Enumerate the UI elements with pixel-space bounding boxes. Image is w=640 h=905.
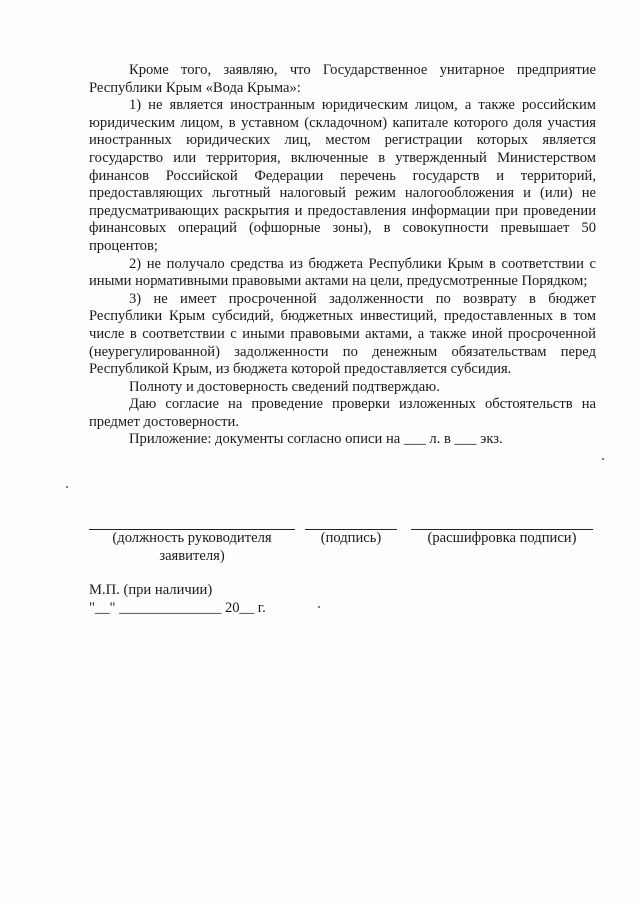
clause-1-paragraph: 1) не является иностранным юридическим лицом, а также российским юридическим лицом, в уставном (складочном) капитале которого доля участия иностранных юридических лиц, местом регистрации которых является государство или территория, включенные в утвержденный Министерством финансов Российской Федерации перечень государств и территорий, предоставляющих льготный налоговый режим налогообложения и (или) не предусматривающих раскрытия и предоставления информации при проведении финансовых операций (офшорные зоны), в совокупности превышает 50 процентов; bbox=[89, 97, 596, 254]
stamp-placeholder: М.П. (при наличии) bbox=[89, 582, 213, 598]
decode-label: (расшифровка подписи) bbox=[427, 530, 577, 546]
clause-2-paragraph: 2) не получало средства из бюджета Республики Крым в соответствии с иными нормативными правовыми актами на цели, предусмотренные Порядком; bbox=[89, 255, 596, 290]
scan-speck bbox=[318, 606, 320, 608]
signature-block bbox=[0, 520, 640, 580]
attachment-paragraph: Приложение: документы согласно описи на ___ л. в ___ экз. bbox=[129, 431, 503, 448]
intro-paragraph: Кроме того, заявляю, что Государственное унитарное предприятие Республики Крым «Вода Крыма»: bbox=[89, 62, 596, 96]
clause-3-paragraph: 3) не имеет просроченной задолженности по возврату в бюджет Республики Крым субсидий, бюджетных инвестиций, предоставленных в том числе в соответствии с иными правовыми актами, а также иной просроченной (неурегулированной) задолженности по денежным обязательствам перед Республикой Крым, из бюджета которой предоставляется субсидия. bbox=[89, 290, 596, 378]
date-line: "__" ______________ 20__ г. bbox=[89, 600, 266, 616]
scan-speck bbox=[66, 486, 68, 488]
position-label: (должность руководителя заявителя) bbox=[112, 530, 272, 564]
document-body bbox=[89, 62, 596, 449]
consent-paragraph: Даю согласие на проведение проверки изложенных обстоятельств на предмет достоверности. bbox=[89, 396, 596, 430]
scan-speck bbox=[602, 458, 604, 460]
confirmation-paragraph: Полноту и достоверность сведений подтверждаю. bbox=[129, 378, 440, 395]
signature-label: (подпись) bbox=[320, 530, 382, 546]
